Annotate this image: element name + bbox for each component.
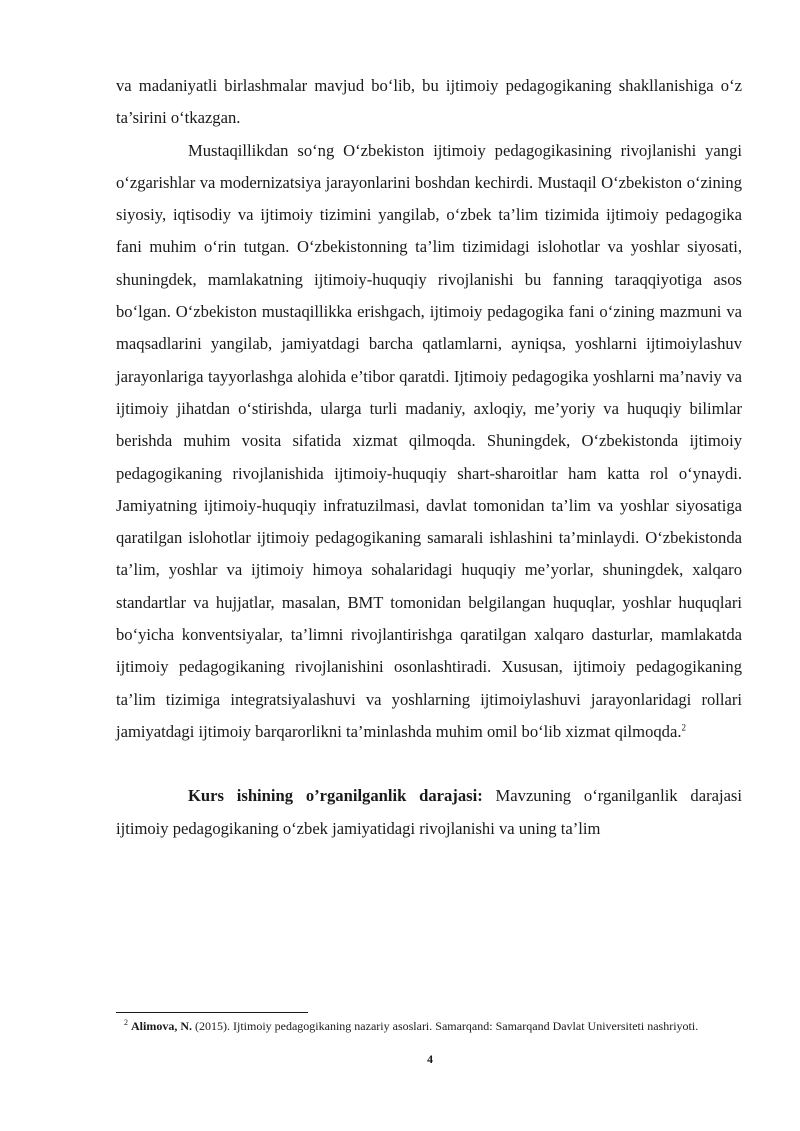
paragraph-independence: [116, 135, 742, 749]
paragraph-text: Mavzuning o‘rganilganlik darajasi ijtimoiy pedagogikaning o‘zbek jamiyatidagi rivojlanishi va uning ta’lim: [116, 786, 742, 838]
page-number: 4: [427, 1052, 433, 1066]
footnote-separator: [116, 1012, 308, 1013]
footnote-text: (2015). Ijtimoiy pedagogikaning nazariy asoslari. Samarqand: Samarqand Davlat Universiteti nashriyoti.: [192, 1019, 699, 1033]
paragraph-continuation: [116, 70, 742, 135]
footnote-number: 2: [124, 1018, 128, 1027]
paragraph-text: va madaniyatli birlashmalar mavjud bo‘lib, bu ijtimoiy pedagogikaning shakllanishiga o‘z ta’sirini o‘tkazgan.: [116, 76, 742, 128]
footnote-author: Alimova, N.: [131, 1019, 192, 1033]
footnote: [116, 1018, 742, 1035]
paragraph-study-level: [116, 780, 742, 845]
section-heading: Kurs ishining o’rganilganlik darajasi:: [188, 786, 483, 806]
body-text: [116, 70, 742, 845]
footnote-reference[interactable]: 2: [681, 722, 686, 733]
paragraph-text: Mustaqillikdan so‘ng O‘zbekiston ijtimoiy pedagogikasining rivojlanishi yangi o‘zgarishlar va modernizatsiya jarayonlarini boshdan kechirdi. Mustaqil O‘zbekiston o‘zining siyosiy, iqtisodiy va ijtimoiy tizimini yangilab, o‘zbek ta’lim tizimida ijtimoiy pedagogika fani muhim o‘rin tutgan. O‘zbekistonning ta’lim tizimidagi islohotlar va yoshlar siyosati, shuningdek, mamlakatning ijtimoiy-huquqiy rivojlanishi bu fanning taraqqiyotiga asos bo‘lgan. O‘zbekiston mustaqillikka erishgach, ijtimoiy pedagogika fani o‘zining mazmuni va maqsadlarini yangilab, jamiyatdagi barcha qatlamlarni, ayniqsa, yoshlarni ijtimoiylashuv jarayonlariga tayyorlashga alohida e’tibor qaratdi. Ijtimoiy pedagogika yoshlarni ma’naviy va ijtimoiy jihatdan o‘stirishda, ularga turli madaniy, axloqiy, me’yoriy va huquqiy bilimlar berishda muhim vosita sifatida xizmat qilmoqda. Shuningdek, O‘zbekistonda ijtimoiy pedagogikaning rivojlanishida ijtimoiy-huquqiy shart-sharoitlar ham katta rol o‘ynaydi. Jamiyatning ijtimoiy-huquqiy infratuzilmasi, davlat tomonidan ta’lim va yoshlar siyosatiga qaratilgan islohotlar ijtimoiy pedagogikaning samarali ishlashini ta’minlaydi. O‘zbekistonda ta’lim, yoshlar va ijtimoiy himoya sohalaridagi huquqiy me’yorlar, shuningdek, xalqaro standartlar va hujjatlar, masalan, BMT tomonidan belgilangan huquqlar, yoshlar huquqlari bo‘yicha konventsiyalar, ta’limni rivojlantirishga qaratilgan xalqaro dasturlar, mamlakatda ijtimoiy pedagogikaning rivojlanishini osonlashtiradi. Xususan, ijtimoiy pedagogikaning ta’lim tizimiga integratsiyalashuvi va yoshlarning ijtimoiylashuvi jarayonlaridagi rollari jamiyatdagi ijtimoiy barqarorlikni ta’minlashda muhim omil bo‘lib xizmat qilmoqda.: [116, 140, 742, 741]
